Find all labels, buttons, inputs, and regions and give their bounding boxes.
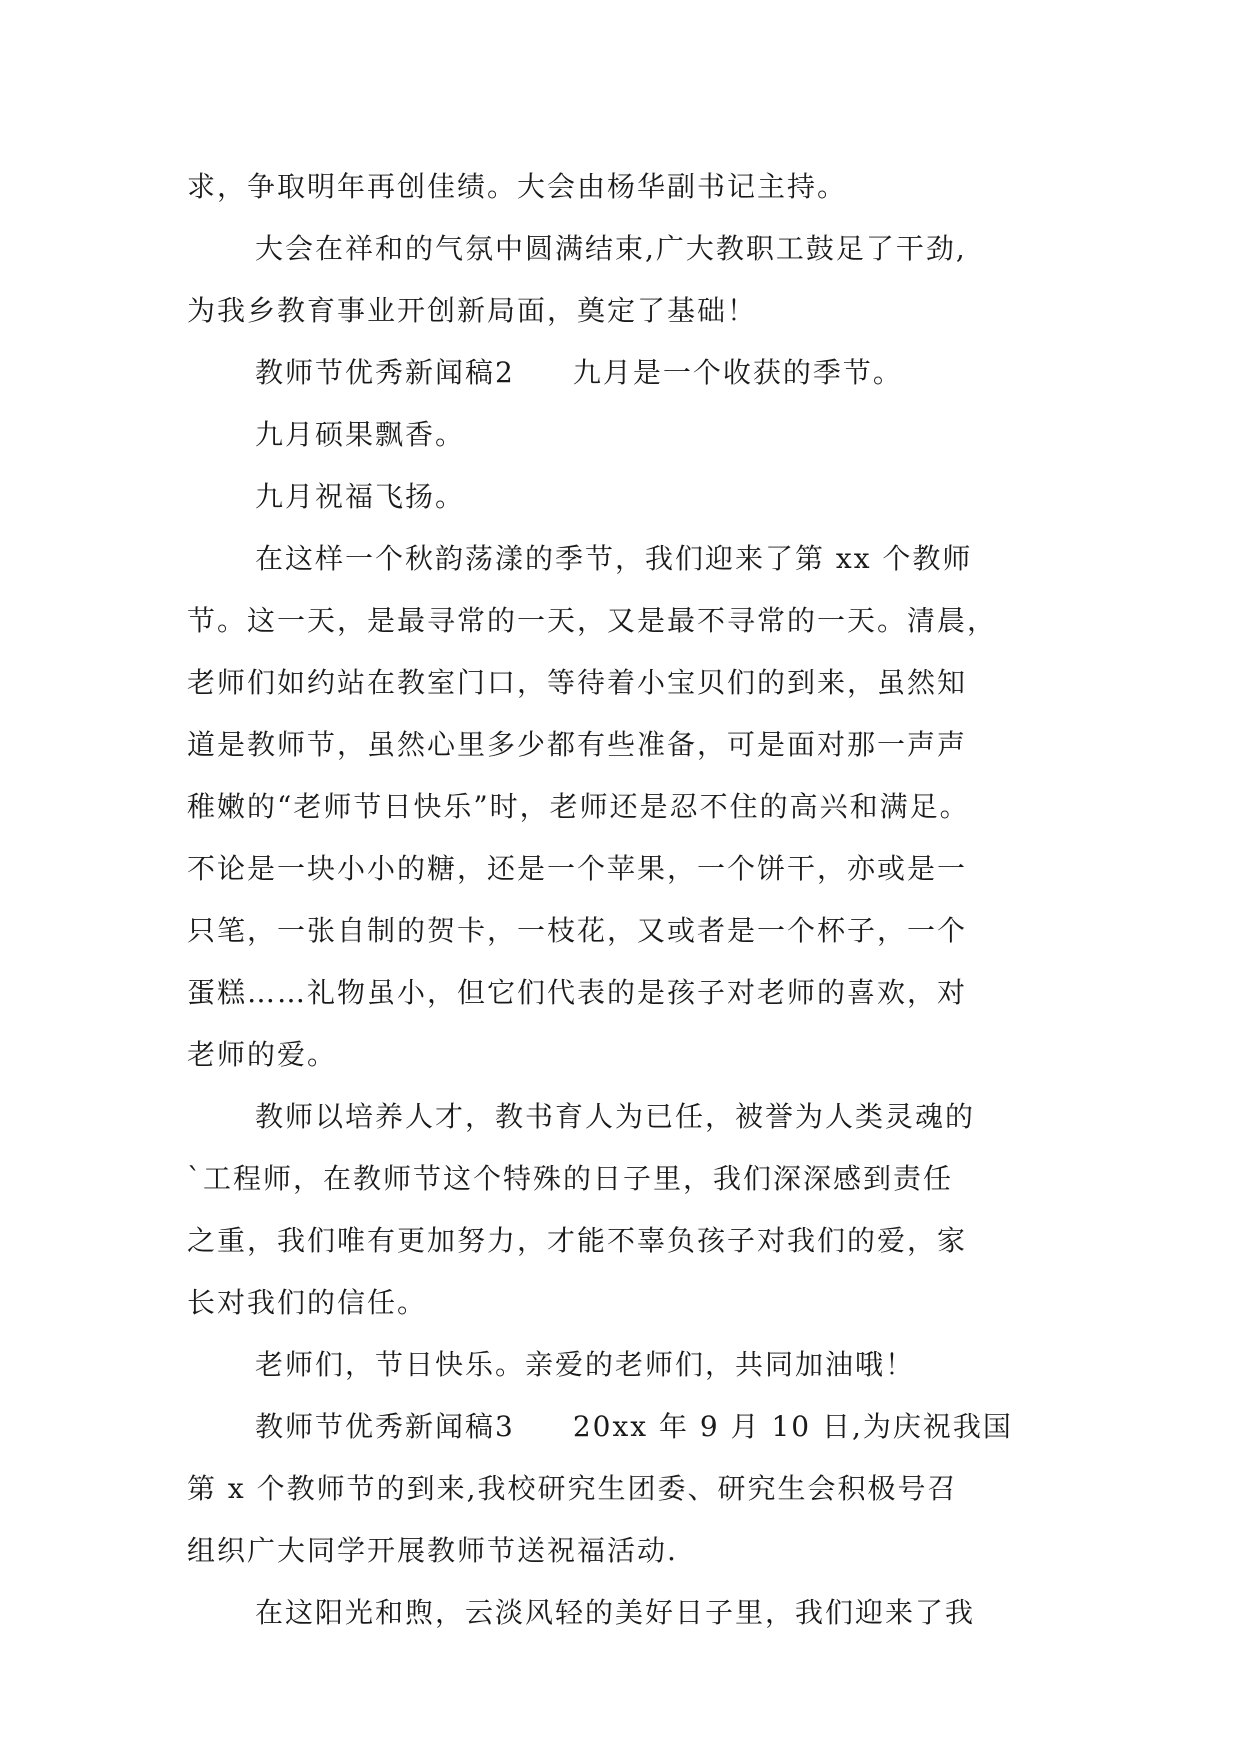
paragraph-line: 大会在祥和的气氛中圆满结束,广大教职工鼓足了干劲, [255,232,967,265]
paragraph-line: 求，争取明年再创佳绩。大会由杨华副书记主持。 [187,170,848,203]
paragraph-line: 第 x 个教师节的到来,我校研究生团委、研究生会积极号召 [187,1472,958,1505]
paragraph-line: 九月祝福飞扬。 [255,480,466,513]
paragraph-line: 组织广大同学开展教师节送祝福活动. [187,1534,678,1567]
paragraph-line: 九月硕果飘香。 [255,418,466,451]
paragraph-line: 老师们，节日快乐。亲爱的老师们，共同加油哦！ [255,1348,916,1381]
article-body [187,156,1107,1644]
section-heading-line [187,342,1107,404]
paragraph-line: 老师们如约站在教室门口，等待着小宝贝们的到来，虽然知 [187,666,968,699]
paragraph-line: 道是教师节，虽然心里多少都有些准备，可是面对那一声声 [187,728,968,761]
paragraph-line: 教师以培养人才，教书育人为已任，被誉为人类灵魂的 [255,1100,976,1133]
section-title: 教师节优秀新闻稿2 [255,356,515,389]
section-title: 教师节优秀新闻稿3 [255,1410,515,1443]
paragraph-line: 在这阳光和煦，云淡风轻的美好日子里，我们迎来了我 [255,1596,976,1629]
paragraph-line: 稚嫩的“老师节日快乐”时，老师还是忍不住的高兴和满足。 [187,790,970,823]
paragraph-line: 之重，我们唯有更加努力，才能不辜负孩子对我们的爱，家 [187,1224,968,1257]
paragraph-line: 为我乡教育事业开创新局面，奠定了基础！ [187,294,758,327]
paragraph-text: 九月是一个收获的季节。 [572,356,903,389]
paragraph-line: 不论是一块小小的糖，还是一个苹果，一个饼干，亦或是一 [187,852,968,885]
paragraph-line: 只笔，一张自制的贺卡，一枝花，又或者是一个杯子，一个 [187,914,968,947]
paragraph-line: 长对我们的信任。 [187,1286,428,1319]
paragraph-line: 节。这一天，是最寻常的一天，又是最不寻常的一天。清晨， [187,604,998,637]
paragraph-line: `工程师，在教师节这个特殊的日子里，我们深深感到责任 [187,1162,954,1195]
paragraph-text: 20xx 年 9 月 10 日,为庆祝我国 [572,1410,1013,1443]
section-heading-line [187,1396,1107,1458]
paragraph-line: 老师的爱。 [187,1038,338,1071]
paragraph-line: 在这样一个秋韵荡漾的季节，我们迎来了第 xx 个教师 [255,542,973,575]
paragraph-line: 蛋糕……礼物虽小，但它们代表的是孩子对老师的喜欢，对 [187,976,968,1009]
